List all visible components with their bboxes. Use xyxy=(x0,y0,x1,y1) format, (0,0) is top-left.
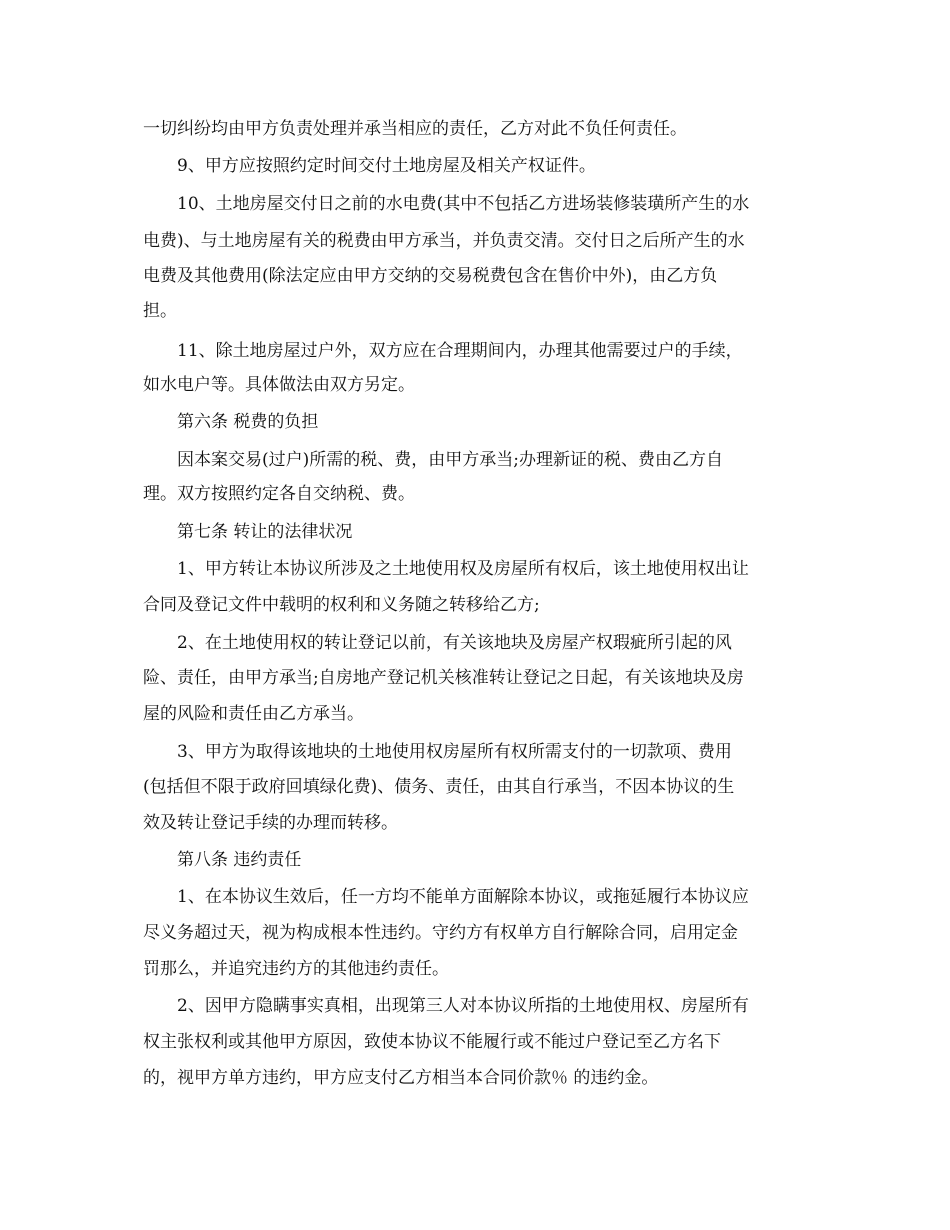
text-line-26: 权主张权利或其他甲方原因，致使本协议不能履行或不能过户登记至乙方名下 xyxy=(143,1032,721,1052)
text-line-27: 的，视甲方单方违约，甲方应支付乙方相当本合同价款％ 的违约金。 xyxy=(143,1068,659,1088)
text-line-10: 因本案交易(过户)所需的税、费，由甲方承当;办理新证的税、费由乙方自 xyxy=(177,450,723,470)
text-line-13: 1、甲方转让本协议所涉及之土地使用权及房屋所有权后，该土地使用权出让 xyxy=(177,559,749,579)
text-line-17: 屋的风险和责任由乙方承当。 xyxy=(143,704,364,724)
text-line-22: 1、在本协议生效后，任一方均不能单方面解除本协议，或拖延履行本协议应 xyxy=(177,887,749,907)
text-line-2: 9、甲方应按照约定时间交付土地房屋及相关产权证件。 xyxy=(177,156,596,176)
text-line-14: 合同及登记文件中载明的权利和义务随之转移给乙方; xyxy=(143,595,540,615)
text-line-23: 尽义务超过天，视为构成根本性违约。守约方有权单方自行解除合同，启用定金 xyxy=(143,923,738,943)
text-line-16: 险、责任，由甲方承当;自房地产登记机关核准转让登记之日起，有关该地块及房 xyxy=(143,668,744,688)
text-line-25: 2、因甲方隐瞒事实真相，出现第三人对本协议所指的土地使用权、房屋所有 xyxy=(177,996,749,1016)
text-line-11: 理。双方按照约定各自交纳税、费。 xyxy=(143,484,415,504)
text-line-6: 担。 xyxy=(143,301,177,321)
text-line-4: 电费)、与土地房屋有关的税费由甲方承当，并负责交清。交付日之后所产生的水 xyxy=(143,231,745,251)
section-heading-8: 第八条 违约责任 xyxy=(177,850,302,870)
text-line-5: 电费及其他费用(除法定应由甲方交纳的交易税费包含在售价中外)，由乙方负 xyxy=(143,266,718,286)
text-line-1: 一切纠纷均由甲方负责处理并承当相应的责任，乙方对此不负任何责任。 xyxy=(143,119,687,139)
text-line-19: (包括但不限于政府回填绿化费)、债务、责任，由其自行承当，不因本协议的生 xyxy=(143,777,735,797)
section-heading-7: 第七条 转让的法律状况 xyxy=(177,522,353,542)
text-line-24: 罚那么，并追究违约方的其他违约责任。 xyxy=(143,959,449,979)
text-line-18: 3、甲方为取得该地块的土地使用权房屋所有权所需支付的一切款项、费用 xyxy=(177,742,732,762)
text-line-8: 如水电户等。具体做法由双方另定。 xyxy=(143,375,415,395)
text-line-20: 效及转让登记手续的办理而转移。 xyxy=(143,813,398,833)
text-line-15: 2、在土地使用权的转让登记以前，有关该地块及房屋产权瑕疵所引起的风 xyxy=(177,633,732,653)
section-heading-6: 第六条 税费的负担 xyxy=(177,412,319,432)
text-line-7: 11、除土地房屋过户外，双方应在合理期间内，办理其他需要过户的手续， xyxy=(177,341,743,361)
text-line-3: 10、土地房屋交付日之前的水电费(其中不包括乙方进场装修装璜所产生的水 xyxy=(177,194,750,214)
